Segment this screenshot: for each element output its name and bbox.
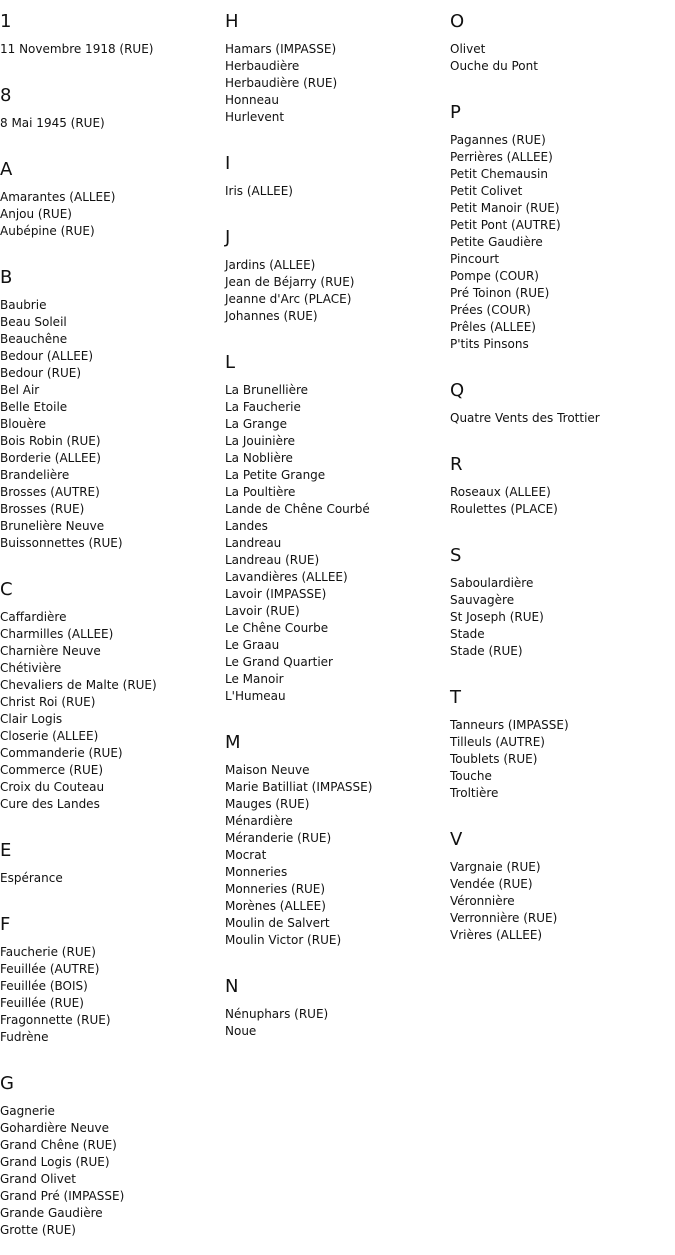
letter-group: [450, 676, 670, 818]
street-link[interactable]: Mauges (RUE): [225, 797, 310, 811]
letter-group: [225, 216, 445, 341]
street-link[interactable]: Moulin Victor (RUE): [225, 933, 342, 947]
letter-group: [225, 341, 445, 721]
street-link[interactable]: Baubrie: [0, 298, 47, 312]
street-link[interactable]: Vendée (RUE): [450, 877, 533, 891]
street-link[interactable]: Le Manoir: [225, 672, 284, 686]
street-link[interactable]: Bois Robin (RUE): [0, 434, 101, 448]
letter-heading: C: [0, 579, 13, 600]
street-link[interactable]: La Petite Grange: [225, 468, 326, 482]
street-link[interactable]: Tanneurs (IMPASSE): [450, 718, 569, 732]
street-link[interactable]: Petit Manoir (RUE): [450, 201, 560, 215]
letter-heading: F: [0, 914, 11, 935]
street-link[interactable]: Iris (ALLEE): [225, 184, 293, 198]
street-list: [225, 33, 445, 142]
street-link[interactable]: Landreau: [225, 536, 282, 550]
letter-heading: A: [0, 159, 13, 180]
street-index-column-3: [450, 0, 670, 960]
letter-heading: R: [450, 454, 463, 475]
letter-group: [0, 1062, 220, 1255]
street-link[interactable]: Roseaux (ALLEE): [450, 485, 551, 499]
street-link[interactable]: Pompe (COUR): [450, 269, 539, 283]
street-link[interactable]: Brandelière: [0, 468, 70, 482]
street-link[interactable]: Noue: [225, 1024, 257, 1038]
street-link[interactable]: Pincourt: [450, 252, 500, 266]
street-link[interactable]: Prées (COUR): [450, 303, 531, 317]
street-link[interactable]: Hamars (IMPASSE): [225, 42, 337, 56]
letter-group: [450, 0, 670, 91]
street-link[interactable]: Jardins (ALLEE): [225, 258, 316, 272]
letter-heading: 1: [0, 11, 12, 32]
letter-group: [0, 148, 220, 256]
street-link[interactable]: La Brunellière: [225, 383, 309, 397]
letter-heading: E: [0, 840, 12, 861]
letter-group: [450, 443, 670, 534]
street-link[interactable]: Closerie (ALLEE): [0, 729, 99, 743]
letter-group: [450, 534, 670, 676]
letter-heading: H: [225, 11, 239, 32]
street-link[interactable]: Herbaudière (RUE): [225, 76, 338, 90]
letter-group: [0, 829, 220, 903]
letter-heading: Q: [450, 380, 465, 401]
street-list: [225, 175, 445, 216]
street-list: [0, 107, 220, 148]
street-link[interactable]: Touche: [450, 769, 492, 783]
street-link[interactable]: Borderie (ALLEE): [0, 451, 101, 465]
street-link[interactable]: Le Grand Quartier: [225, 655, 333, 669]
street-link[interactable]: Commerce (RUE): [0, 763, 104, 777]
letter-group: [225, 721, 445, 965]
street-link[interactable]: Gohardière Neuve: [0, 1121, 109, 1135]
street-link[interactable]: Bel Air: [0, 383, 40, 397]
street-list: [225, 249, 445, 341]
street-link[interactable]: Petit Pont (AUTRE): [450, 218, 561, 232]
street-list: [450, 402, 670, 443]
street-link[interactable]: Pré Toinon (RUE): [450, 286, 550, 300]
letter-heading: B: [0, 267, 13, 288]
letter-group: [225, 142, 445, 216]
street-link[interactable]: Pagannes (RUE): [450, 133, 546, 147]
street-list: [225, 998, 445, 1056]
street-link[interactable]: Espérance: [0, 871, 63, 885]
street-link[interactable]: Le Chêne Courbe: [225, 621, 329, 635]
street-link[interactable]: Landes: [225, 519, 268, 533]
street-link[interactable]: Christ Roi (RUE): [0, 695, 96, 709]
street-link[interactable]: Lavoir (RUE): [225, 604, 300, 618]
street-link[interactable]: Ménardière: [225, 814, 293, 828]
street-link[interactable]: Toublets (RUE): [450, 752, 538, 766]
street-link[interactable]: Prêles (ALLEE): [450, 320, 536, 334]
street-link[interactable]: Brunelière Neuve: [0, 519, 105, 533]
street-link[interactable]: Méranderie (RUE): [225, 831, 332, 845]
street-link[interactable]: Lande de Chêne Courbé: [225, 502, 370, 516]
street-link[interactable]: Stade: [450, 627, 485, 641]
letter-heading: 8: [0, 85, 12, 106]
street-list: [0, 181, 220, 256]
letter-heading: P: [450, 102, 461, 123]
street-link[interactable]: Vrières (ALLEE): [450, 928, 543, 942]
street-link[interactable]: Charmilles (ALLEE): [0, 627, 114, 641]
street-link[interactable]: Marie Batilliat (IMPASSE): [225, 780, 373, 794]
street-link[interactable]: La Grange: [225, 417, 288, 431]
street-link[interactable]: Commanderie (RUE): [0, 746, 123, 760]
street-link[interactable]: L'Humeau: [225, 689, 286, 703]
street-link[interactable]: Croix du Couteau: [0, 780, 105, 794]
street-link[interactable]: Olivet: [450, 42, 486, 56]
street-list: [225, 754, 445, 965]
street-link[interactable]: Stade (RUE): [450, 644, 523, 658]
street-index-column-2: [225, 0, 445, 1056]
street-index-column-1: [0, 0, 220, 1255]
street-link[interactable]: Nénuphars (RUE): [225, 1007, 329, 1021]
street-link[interactable]: Vargnaie (RUE): [450, 860, 541, 874]
street-link[interactable]: Charnière Neuve: [0, 644, 101, 658]
street-list: [450, 124, 670, 369]
street-link[interactable]: Grande Gaudière: [0, 1206, 103, 1220]
street-link[interactable]: Feuillée (RUE): [0, 996, 84, 1010]
street-link[interactable]: Beau Soleil: [0, 315, 67, 329]
street-link[interactable]: St Joseph (RUE): [450, 610, 544, 624]
letter-group: [0, 0, 220, 74]
street-link[interactable]: Herbaudière: [225, 59, 300, 73]
street-list: [450, 709, 670, 818]
street-link[interactable]: La Noblière: [225, 451, 293, 465]
street-link[interactable]: Verronnière (RUE): [450, 911, 558, 925]
letter-group: [0, 568, 220, 829]
street-list: [450, 851, 670, 960]
street-link[interactable]: Quatre Vents des Trottier: [450, 411, 600, 425]
street-link[interactable]: Roulettes (PLACE): [450, 502, 558, 516]
street-list: [450, 33, 670, 91]
letter-heading: O: [450, 11, 465, 32]
street-link[interactable]: La Poultière: [225, 485, 296, 499]
street-link[interactable]: Grand Logis (RUE): [0, 1155, 110, 1169]
street-link[interactable]: La Faucherie: [225, 400, 301, 414]
street-link[interactable]: Brosses (RUE): [0, 502, 85, 516]
street-link[interactable]: Buissonnettes (RUE): [0, 536, 123, 550]
street-link[interactable]: La Jouinière: [225, 434, 296, 448]
street-link[interactable]: Petit Colivet: [450, 184, 523, 198]
letter-group: [450, 91, 670, 369]
street-link[interactable]: Faucherie (RUE): [0, 945, 96, 959]
letter-heading: J: [225, 227, 231, 248]
street-link[interactable]: Belle Etoile: [0, 400, 68, 414]
street-link[interactable]: Amarantes (ALLEE): [0, 190, 116, 204]
street-link[interactable]: Fragonnette (RUE): [0, 1013, 111, 1027]
street-link[interactable]: Moulin de Salvert: [225, 916, 330, 930]
street-link[interactable]: Aubépine (RUE): [0, 224, 95, 238]
street-link[interactable]: Clair Logis: [0, 712, 63, 726]
street-link[interactable]: Jeanne d'Arc (PLACE): [225, 292, 352, 306]
street-link[interactable]: Beauchêne: [0, 332, 68, 346]
letter-heading: S: [450, 545, 462, 566]
street-list: [0, 289, 220, 568]
letter-heading: M: [225, 732, 241, 753]
street-link[interactable]: Perrières (ALLEE): [450, 150, 553, 164]
street-link[interactable]: Grand Pré (IMPASSE): [0, 1189, 125, 1203]
letter-group: [225, 0, 445, 142]
street-link[interactable]: Le Graau: [225, 638, 280, 652]
letter-group: [0, 256, 220, 568]
street-link[interactable]: Anjou (RUE): [0, 207, 72, 221]
street-link[interactable]: Honneau: [225, 93, 279, 107]
letter-heading: G: [0, 1073, 14, 1094]
street-link[interactable]: Lavandières (ALLEE): [225, 570, 348, 584]
street-link[interactable]: Monneries (RUE): [225, 882, 326, 896]
street-list: [225, 374, 445, 721]
street-link[interactable]: Landreau (RUE): [225, 553, 320, 567]
letter-heading: T: [450, 687, 461, 708]
street-link[interactable]: Jean de Béjarry (RUE): [225, 275, 355, 289]
street-link[interactable]: Blouère: [0, 417, 46, 431]
street-list: [450, 476, 670, 534]
street-link[interactable]: Feuillée (BOIS): [0, 979, 88, 993]
street-link[interactable]: Bedour (ALLEE): [0, 349, 94, 363]
street-list: [0, 33, 220, 74]
street-link[interactable]: Véronnière: [450, 894, 515, 908]
street-link[interactable]: Petit Chemausin: [450, 167, 548, 181]
street-link[interactable]: Feuillée (AUTRE): [0, 962, 100, 976]
letter-heading: N: [225, 976, 239, 997]
letter-group: [0, 903, 220, 1062]
street-link[interactable]: Hurlevent: [225, 110, 285, 124]
street-link[interactable]: Troltière: [450, 786, 499, 800]
street-link[interactable]: Maison Neuve: [225, 763, 310, 777]
street-link[interactable]: Tilleuls (AUTRE): [450, 735, 545, 749]
street-link[interactable]: Petite Gaudière: [450, 235, 543, 249]
street-link[interactable]: Grotte (RUE): [0, 1223, 76, 1237]
street-link[interactable]: P'tits Pinsons: [450, 337, 529, 351]
street-link[interactable]: Bedour (RUE): [0, 366, 81, 380]
street-link[interactable]: Johannes (RUE): [225, 309, 318, 323]
street-list: [0, 936, 220, 1062]
letter-group: [450, 818, 670, 960]
street-link[interactable]: 8 Mai 1945 (RUE): [0, 116, 105, 130]
street-link[interactable]: Mocrat: [225, 848, 267, 862]
street-link[interactable]: Gagnerie: [0, 1104, 55, 1118]
street-link[interactable]: Sauvagère: [450, 593, 515, 607]
street-link[interactable]: Caffardière: [0, 610, 67, 624]
street-list: [0, 601, 220, 829]
street-list: [450, 567, 670, 676]
street-link[interactable]: Monneries: [225, 865, 288, 879]
letter-heading: V: [450, 829, 463, 850]
street-link[interactable]: Chevaliers de Malte (RUE): [0, 678, 157, 692]
street-link[interactable]: Brosses (AUTRE): [0, 485, 100, 499]
street-link[interactable]: 11 Novembre 1918 (RUE): [0, 42, 154, 56]
street-link[interactable]: Saboulardière: [450, 576, 534, 590]
street-link[interactable]: Morènes (ALLEE): [225, 899, 326, 913]
street-link[interactable]: Grand Olivet: [0, 1172, 76, 1186]
street-link[interactable]: Lavoir (IMPASSE): [225, 587, 327, 601]
street-link[interactable]: Ouche du Pont: [450, 59, 538, 73]
street-link[interactable]: Cure des Landes: [0, 797, 100, 811]
letter-heading: L: [225, 352, 236, 373]
street-list: [0, 862, 220, 903]
letter-group: [0, 74, 220, 148]
street-list: [0, 1095, 220, 1255]
letter-group: [450, 369, 670, 443]
street-link[interactable]: Grand Chêne (RUE): [0, 1138, 117, 1152]
street-link[interactable]: Fudrène: [0, 1030, 49, 1044]
letter-heading: I: [225, 153, 231, 174]
letter-group: [225, 965, 445, 1056]
street-link[interactable]: Chétivière: [0, 661, 62, 675]
